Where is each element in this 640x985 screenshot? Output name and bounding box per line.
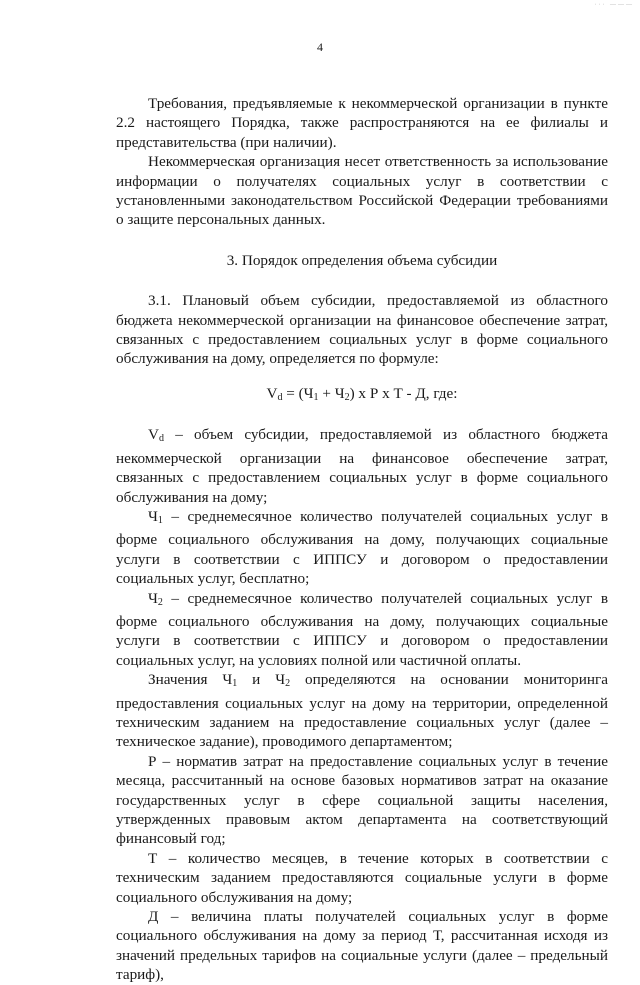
definition-vd-subscript: d — [158, 433, 164, 445]
formula-v: V — [266, 384, 278, 402]
formula-v-subscript: d — [277, 391, 283, 403]
definition-c2-subscript: 2 — [157, 596, 163, 608]
definition-d: Д – величина платы получателей социальных услуг в форме социального обслуживания на дому за период Т, рассчитанная исходя из значений предельных тарифов на социальные услуги (далее – предельный тариф), — [116, 908, 608, 984]
definition-vd — [116, 425, 608, 507]
scan-corner-mark: ··· ——— — [594, 2, 634, 8]
definition-c1-subscript: 1 — [157, 514, 163, 526]
formula-eq: = (Ч — [282, 384, 314, 402]
formula-c1-subscript: 1 — [313, 391, 319, 403]
definition-p: Р – норматив затрат на предоставление социальных услуг в течение месяца, рассчитанный на основе базовых нормативов затрат на оказание государственных услуг в сфере социальной защиты населения, утвержденных правовым актом департамента на соответствующий финансовый год; — [116, 752, 608, 848]
section-heading: 3. Порядок определения объема субсидии — [226, 251, 498, 269]
definition-c2-text: – среднемесячное количество получателей социальных услуг в форме социального обслуживания на дому, получающих социальные услуги в соответствии с ИППСУ и договором о предоставлении социальных услуг, на условиях полной или частичной оплаты. — [116, 589, 608, 669]
document-body — [116, 94, 608, 985]
formula-tail: ) х Р х Т - Д, где: — [349, 384, 458, 402]
page-number: 4 — [317, 40, 323, 54]
definition-values-sub2: 2 — [285, 678, 291, 690]
formula-c2-subscript: 2 — [344, 391, 350, 403]
definition-c1-text: – среднемесячное количество получателей социальных услуг в форме социального обслуживания на дому, получающих социальные услуги в соответствии с ИППСУ и договором о предоставлении социальных услуг, бесплатно; — [116, 507, 608, 588]
definition-c1 — [116, 507, 608, 589]
paragraph-3-1: 3.1. Плановый объем субсидии, предоставляемой из областного бюджета некоммерческой организации на финансовое обеспечение затрат, связанных с предоставлением социальных услуг в форме социального обслуживания на дому, определяется по формуле: — [116, 292, 608, 368]
definition-values-sub1: 1 — [232, 678, 238, 690]
formula — [116, 384, 608, 407]
definition-values-text: определяются на основании мониторинга предоставления социальных услуг на дому на территории, определенной техническим заданием на предоставление социальных услуг (далее – техническое задание), проводимого департаментом; — [116, 671, 608, 751]
formula-plus: + Ч — [318, 384, 345, 402]
definition-values-pre: Значения Ч — [148, 671, 233, 689]
definition-c2-symbol: Ч — [148, 589, 158, 607]
definition-c2 — [116, 589, 608, 671]
paragraph-responsibility: Некоммерческая организация несет ответственность за использование информации о получателях социальных услуг в соответствии с установленными законодательством Российской Федерации требованиями о защите персональных данных. — [116, 153, 608, 229]
definition-values-mid: и Ч — [237, 671, 286, 689]
definition-c1-symbol: Ч — [148, 507, 158, 525]
definition-values — [116, 670, 608, 752]
paragraph-branches: Требования, предъявляемые к некоммерческой организации в пункте 2.2 настоящего Порядка, также распространяются на ее филиалы и представительства (при наличии). — [116, 95, 608, 151]
definition-t: Т – количество месяцев, в течение которых в соответствии с техническим заданием предоставляются социальные услуги в форме социального обслуживания на дому; — [116, 849, 608, 906]
definition-vd-text: – объем субсидии, предоставляемой из областного бюджета некоммерческой организации на финансовое обеспечение затрат, связанных с предоставлением социальных услуг в форме социального обслуживания на дому; — [116, 426, 608, 506]
definition-vd-symbol: V — [148, 426, 159, 444]
